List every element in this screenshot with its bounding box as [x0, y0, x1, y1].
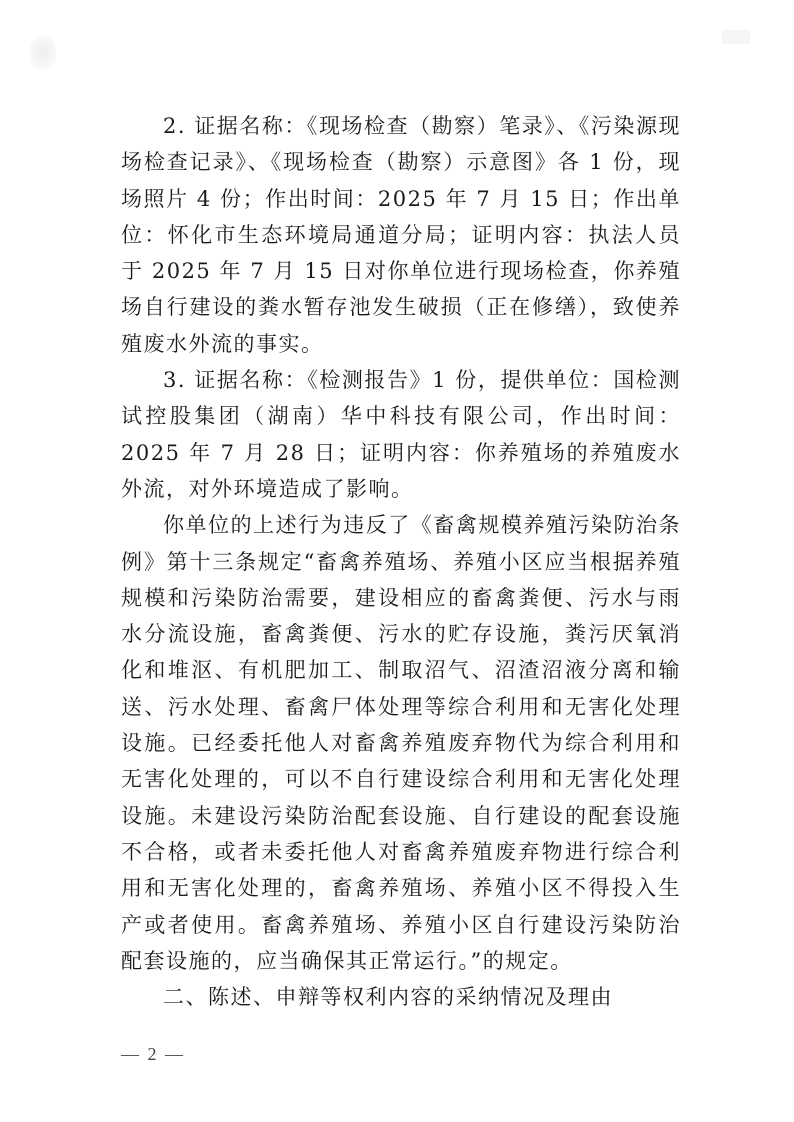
scan-artifact-right — [722, 30, 750, 44]
violation-paragraph: 你单位的上述行为违反了《畜禽规模养殖污染防治条例》第十三条规定“畜禽养殖场、养殖小区应当根据养殖规模和污染防治需要，建设相应的畜禽粪便、污水与雨水分流设施，畜禽粪便、污水的贮存设施，粪污厌氧消化和堆沤、有机肥加工、制取沼气、沼渣沼液分离和输送、污水处理、畜禽尸体处理等综合利用和无害化处理设施。已经委托他人对畜禽养殖废弃物代为综合利用和无害化处理的，可以不自行建设综合利用和无害化处理设施。未建设污染防治配套设施、自行建设的配套设施不合格，或者未委托他人对畜禽养殖废弃物进行综合利用和无害化处理的，畜禽养殖场、养殖小区不得投入生产或者使用。畜禽养殖场、养殖小区自行建设污染防治配套设施的，应当确保其正常运行。”的规定。 — [121, 513, 681, 973]
document-body — [121, 108, 681, 1015]
page-number: — 2 — — [121, 1044, 185, 1064]
scan-artifact-left — [30, 36, 56, 70]
evidence-paragraph-2: 2. 证据名称：《现场检查（勘察）笔录》、《污染源现场检查记录》、《现场检查（勘察）示意图》各 1 份，现场照片 4 份；作出时间：2025 年 7 月 15 日；作出单位：怀化市生态环境局通道分局；证明内容：执法人员于 2025 年 7 月 15 日对你单位进行现场检查，你养殖场自行建设的粪水暂存池发生破损（正在修缮），致使养殖废水外流的事实。 — [121, 114, 681, 356]
evidence-paragraph-3: 3. 证据名称：《检测报告》1 份，提供单位：国检测试控股集团（湖南）华中科技有限公司，作出时间：2025 年 7 月 28 日；证明内容：你养殖场的养殖废水外流，对外环境造成了影响。 — [121, 368, 681, 501]
section-heading: 二、陈述、申辩等权利内容的采纳情况及理由 — [163, 985, 613, 1010]
